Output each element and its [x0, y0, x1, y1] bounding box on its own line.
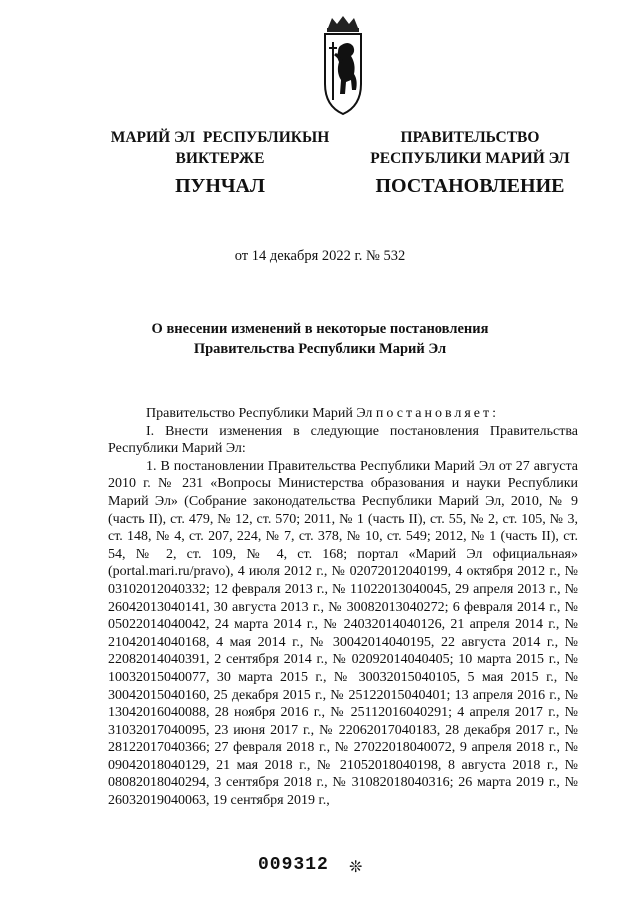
serial-number: 009312: [258, 855, 329, 875]
header-right: [350, 127, 590, 169]
title-line1: О внесении изменений в некоторые постановления: [151, 321, 489, 337]
title-line2: Правительства Республики Марий Эл: [193, 341, 447, 357]
document-title: [100, 319, 540, 359]
intro-prefix: Правительство Республики Марий Эл: [146, 406, 376, 421]
header-right-line2: РЕСПУБЛИКИ МАРИЙ ЭЛ: [370, 150, 570, 167]
doc-type-left: ПУНЧАЛ: [175, 175, 265, 197]
header-left: [100, 127, 340, 169]
item-1-1-paragraph: 1. В постановлении Правительства Республики Марий Эл от 27 августа 2010 г. № 231 «Вопросы Министерства образования и науки Республики Марий Эл» (Собрание законодательства Республики Марий Эл, 2010, № 9 (часть II), ст. 479, № 12, ст. 570; 2011, № 1 (часть II), ст. 55, № 2, ст. 105, № 3, ст. 148, № 4, ст. 207, 224, № 7, ст. 378, № 10, ст. 549; 2012, № 1 (часть II), ст. 54, № 2, ст. 109, № 4, ст. 168; портал «Марий Эл официальная» (portal.mari.ru/pravo), 4 июля 2012 г., № 02072012040199, 4 октября 2012 г., № 03102012040332; 12 февраля 2013 г., № 11022013040045, 29 апреля 2013 г., № 26042013040141, 30 августа 2013 г., № 30082013040272; 6 февраля 2014 г., № 05022014040042, 24 марта 2014 г., № 24032014040126, 21 апреля 2014 г., № 21042014040168, 4 мая 2014 г., № 30042014040195, 22 августа 2014 г., № 22082014040391, 2 сентября 2014 г., № 02092014040405; 10 марта 2015 г., № 10032015040077, 30 марта 2015 г., № 30032015040105, 5 мая 2015 г., № 30042015040160, 25 декабря 2015 г., № 25122015040401; 13 апреля 2016 г., № 13042016040088, 28 ноября 2016 г., № 25112016040291; 4 апреля 2017 г., № 31032017040095, 23 июня 2017 г., № 22062017040183, 28 декабря 2017 г., № 28122017040366; 27 февраля 2018 г., № 27022018040072, 9 апреля 2018 г., № 09042018040129, 21 мая 2018 г., № 21052018040198, 8 августа 2018 г., № 08082018040294, 3 сентября 2018 г., № 31082018040316; 26 марта 2019 г., № 26032019040063, 19 сентября 2019 г.,: [108, 458, 578, 809]
bear-coat-of-arms-icon: [318, 14, 368, 124]
header-left-line2: ВИКТЕРЖЕ: [175, 150, 265, 167]
serial-mark-icon: ❊: [349, 859, 363, 876]
header-right-line1: ПРАВИТЕЛЬСТВО: [400, 129, 540, 146]
doc-type-right: ПОСТАНОВЛЕНИЕ: [375, 175, 565, 197]
intro-paragraph: [108, 405, 578, 423]
header-left-line1: МАРИЙ ЭЛ РЕСПУБЛИКЫН: [110, 129, 330, 146]
document-body: [108, 405, 578, 810]
intro-decree: постановляет:: [375, 406, 500, 421]
item-1-paragraph: I. Внести изменения в следующие постановления Правительства Республики Марий Эл:: [108, 423, 578, 457]
date-line: от 14 декабря 2022 г. № 532: [234, 248, 406, 264]
